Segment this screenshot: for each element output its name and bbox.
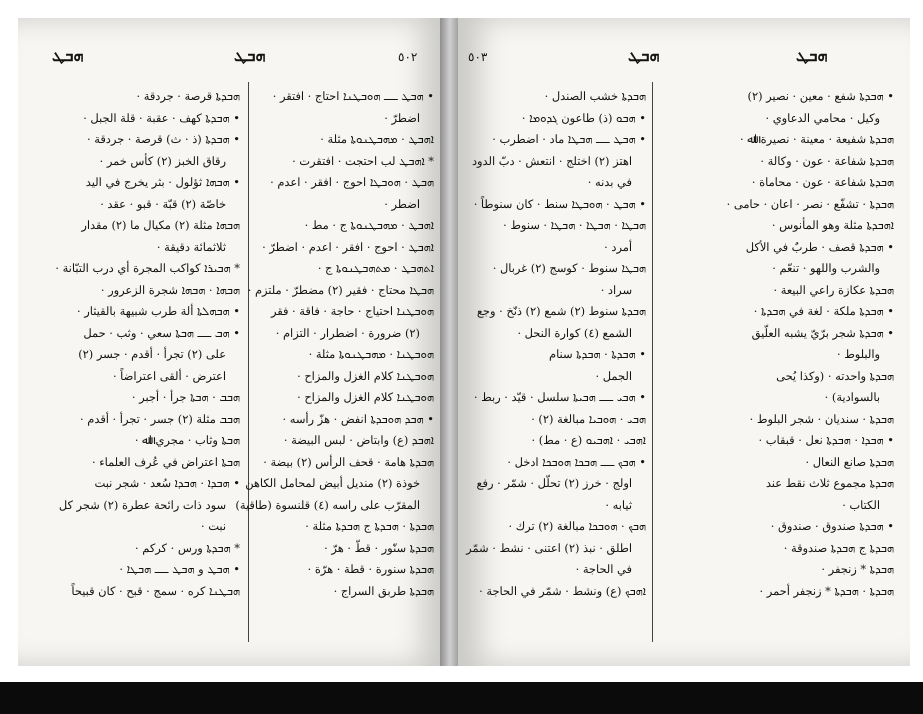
entry-line: ܐܗܒܕܬܐ مثلة وهو المأنوس · [771,218,894,232]
entry-line: ܐܗܒܕ (ع) وابتاض · لبس البيضة · [283,433,434,447]
entry-line: ܐܗܒܛ · ܡܗܒܛܢܘܬܐ مثلة · [320,132,434,146]
entry-line: ܗܒܛܐ محتاج · فقير (٢) مضطرّ · ملتزم · [247,282,434,297]
entry-line: ثيابه · [605,497,632,512]
entry-line: ܗܘܒܛܢܐ · ܡܗܒܛܢܘܬܐ مثلة · [308,347,434,361]
entry-line: (٢) ضرورة · اضطرار · التزام · [275,325,420,340]
running-head-outer: ܗܒܛ [52,46,84,65]
entry-line: خاصّة (٢) قبّة · قبو · عقد · [100,196,226,211]
entry-line: ܐܬܗܒܛ · ܡܬܗܒܛܢܘܬܐ ج · [317,261,434,275]
entry-line: ܗܒܝ · ܗܘܒܝܐ مبالغة (٢) · [531,411,646,426]
left-page-outer-column [32,86,240,602]
entry-line: ܗܒܕܬܐ سنورة · قطة · هرّة · [307,562,434,576]
page-number: ٥٠٣ [468,50,488,64]
left-page-inner-column [235,86,434,602]
entry-line: ܗܒܕܬܐ · ܗܒܕܬܐ * زنجفر أحمر · [759,583,894,598]
entry-line: المقرّب على راسه (٤) قلنسوة (طاقية) [235,497,420,512]
entry-line: وكيل · محامي الدعاوي · [765,110,880,125]
entry-line: في الحاجة · [575,562,632,576]
entry-line: ܗܒܕܬܐ شفيعة · معينة · نصيرة اﷲ · [739,132,894,146]
entry-line: في بدنه · [587,175,632,189]
entry-line: • ܗܒܕܬܐ شجر برّيّ يشبه العلّيق [751,325,894,340]
entry-line: ܗܒܟ · ܗܘܒܟܐ مبالغة (٢) ترك · [508,519,646,533]
left-page [18,18,445,666]
entry-line: رقاق الخبز (٢) كأس خمر · [99,153,226,168]
right-page [458,18,910,666]
entry-line: الكتاب · [842,497,880,512]
entry-line: • ܗܒܗܐ ثؤلول · بثر يخرج في اليد [85,175,240,189]
entry-line: • ܗܒܕܬܐ قصف · طربٌ في الأكل [745,239,894,254]
right-page-inner-column [466,86,646,602]
entry-line: بالسوادية) · [824,390,880,404]
entry-line: ܗܒܕܬܐ هامة · قحف الرأس (٢) بيضة · [263,454,434,469]
entry-line: نبت · [200,519,226,533]
entry-line: • ܗܒ ـــ ܗܒܬܐ سعي · وثب · حمل [83,325,240,340]
entry-line: ܗܒܗܐ · ܗܒܗܐ شجرة الزعرور · [100,282,240,297]
entry-line: ܗܒܕܬܐ · تشفّع · نصر · اعان · حامى · [726,196,894,211]
entry-line: • ܗܒܕܬܐ صندوق · صندوق · [770,519,894,533]
entry-line: والشرب واللهو · تنعّم · [772,261,880,275]
entry-line: • ܗܒܕ ܗܘܒܕܬܐ انفض · هزّ رأسه · [282,411,434,426]
entry-line: ܗܒܕܬܐ ج ܗܒܕܬܐ صندوقة · [783,540,894,555]
column-divider [248,82,249,642]
entry-line: • ܗܒܛ ـــ ܗܘܒܛܢܐ احتاج · افتقر · [272,89,434,103]
entry-line: ܗܒܕܬܐ شفاعة · عون · محاماة · [751,175,894,189]
entry-line: اولج · خرز (٢) تحلّل · شمّر · رفع [476,476,632,490]
entry-line: والبلوط · [836,347,880,361]
right-page-outer-column [660,86,894,602]
entry-line: سود ذات رائحة عطرة (٢) شجر كل [58,497,226,512]
entry-line: ܗܒܕܬܐ قرصة · جردقة · [136,89,240,103]
running-head-inner: ܗܒܛ [628,46,660,65]
entry-line: ܗܒܛ · ܗܘܒܛܐ احوج · افقر · اعدم · [270,175,434,189]
entry-line: ܗܒܕܬܐ عكازة راعي البيعة · [773,282,894,297]
entry-line: ܗܒܕܬܐ شفاعة · عون · وكالة · [760,153,894,168]
entry-line: اهتز (٢) اختلج · انتعش · دبّ الدود [471,153,632,168]
entry-line: ܗܒܬܐ اعتراض في عُرف العلماء · [92,454,240,469]
entry-line: على (٢) تجرأ · أقدم · جسر (٢) [78,347,226,361]
entry-line: • ܗܒܛ و ܗܒܛ ـــ ܗܒܛܐ · [119,562,240,576]
entry-line: ܗܒܛܐ · ܗܒܛܐ · ܗܒܛܐ · سنوط · [503,218,646,232]
entry-line: ܗܒܕܬܐ طربق السراج · [333,583,434,598]
entry-line: اضطرّ · [384,110,420,125]
running-head-outer: ܗܒܛ [796,46,828,65]
entry-line: ܐܗܒܝ · ܐܗܒܝܘ (ع · مط) · [531,433,646,447]
entry-line: • ܗܒܛ · ܗܘܒܛܐ سنط · كان سنوطاً · [473,196,646,211]
entry-line: * ܐܗܒܛ لب احتجت · افتقرت · [292,153,434,168]
entry-line: ܗܒܕܬܐ · ܗܒܕܬܐ ج ܗܒܕܬܐ مثلة · [305,519,434,533]
entry-line: • ܗܒܟ ـــ ܗܒܟܐ ܗܘܒܟܐ ادخل · [507,454,646,469]
entry-line: سراد · [600,282,632,297]
entry-line: اضطر · [384,196,420,211]
entry-line: ܗܘܒܛܢܐ كلام الغزل والمزاح · [297,368,434,383]
entry-line: ܗܒܕܬܐ سنّور · قطّ · هرّ · [324,540,434,555]
entry-line: • ܗܒܕܬܐ شفع · معين · نصير (٢) [747,89,894,103]
entry-line: ܗܒܕܬܐ * زنجفر · [821,562,894,576]
entry-line: • ܗܒܕܬܐ كهف · عقبة · قلة الجبل · [83,110,240,125]
entry-line: ܗܒܕܬܐ واحدته · (وكذا يُحى [776,368,894,383]
entry-line: ܐܗܒܛ · احوج · افقر · اعدم · اضطرّ · [262,239,434,254]
entry-line: ܗܒܕܬܐ صانع النعال · [805,454,894,469]
entry-line: ܗܒܛܐ سنوط · كوسج (٢) غربال · [492,261,646,275]
entry-line: ܗܒܒ · ܗܒܬܐ جرأ · أجبر · [131,390,240,404]
entry-line: اطلق · نبذ (٢) اعتنى · نشط · شمّر [466,540,632,555]
entry-line: • ܗܒܕܐ · ܗܒܕܐ سُعد · شجر نبت [94,476,240,490]
entry-line: • ܗܒܗܠܬܐ ألة طرب شبيهة بالقيثار · [77,304,240,318]
entry-line: ܐܗܒܛ · ܡܗܒܛܢܘܬܐ ج · مط · [304,218,434,232]
entry-line: * ܗܒܕܬܐ ورس · كركم · [135,540,240,555]
scanner-bed-edge [0,682,923,714]
entry-line: ثلاثمائة دقيقة · [156,239,226,254]
entry-line: • ܗܒܝ ـــ ܗܒܝܬܐ سلسل · قيّد · ربط · [473,390,646,404]
entry-line: • ܗܒܕܐ · ܗܒܕܬܐ نعل · قبقاب · [758,433,894,447]
page-number: ٥٠٢ [398,50,418,64]
entry-line: الشمع (٤) كوارة النحل · [517,325,632,340]
entry-line: ܗܒܬܐ وثاب · مجري اﷲ · [134,433,240,447]
entry-line: • ܗܒܕܬܐ · ܗܒܕܬܐ سنام [549,347,646,361]
entry-line: ܗܒܕܬܐ سنوط (٢) شمع (٢) ذنّخ · وجع [476,304,646,318]
entry-line: • ܗܒܛ ـــ ܗܒܛܐ ماد · اضطرب · [492,132,646,146]
entry-line: الجمل · [595,368,632,383]
entry-line: ܗܒܗܐ مثلة (٢) مكيال ما (٢) مقدار [81,218,240,232]
entry-line: • ܗܒܕܬܐ (ذ · ث) قرصة · جردقة · [86,132,240,146]
entry-line: ܗܘܒܛܢܐ كلام الغزل والمزاح · [297,390,434,404]
entry-line: خوذة (٢) منديل أبيض لمحامل الكاهن [245,476,420,490]
entry-line: ܗܒܕܬܐ مجموع ثلاث نقط عند [765,476,894,490]
entry-line: • ܗܒܕܬܐ ملكة · لغة في ܗܒܕܬܐ · [753,304,894,318]
entry-line: ܗܒܕܬܐ خشب الصندل · [544,89,646,103]
entry-line: ܗܒܛܢܐ كره · سمج · قبح · كان قبيحاً [71,583,240,598]
entry-line: ܐܗܒܟ (ع) ونشط · شمّر في الحاجة · [479,583,646,598]
column-divider [652,82,653,642]
running-head-inner: ܗܒܛ [234,46,266,65]
entry-line: ܗܒܒ مثلة (٢) جسر · تجرأ · أقدم · [80,411,240,426]
entry-line: ܗܘܒܛܢܐ احتياج · حاجة · فاقة · فقر [270,304,434,318]
entry-line: * ܗܒܝܪܐ كواكب المجرة أي درب التبّانة · [55,261,240,275]
entry-line: ܗܒܕܬܐ · سنديان · شجر البلوط · [749,411,894,426]
entry-line: أمرد · [604,239,632,254]
entry-line: اعترض · ألقى اعتراضاً · [112,368,226,383]
entry-line: • ܗܒܘ (ذ) طاعون ܓܕܘܡܐ · [521,110,646,125]
